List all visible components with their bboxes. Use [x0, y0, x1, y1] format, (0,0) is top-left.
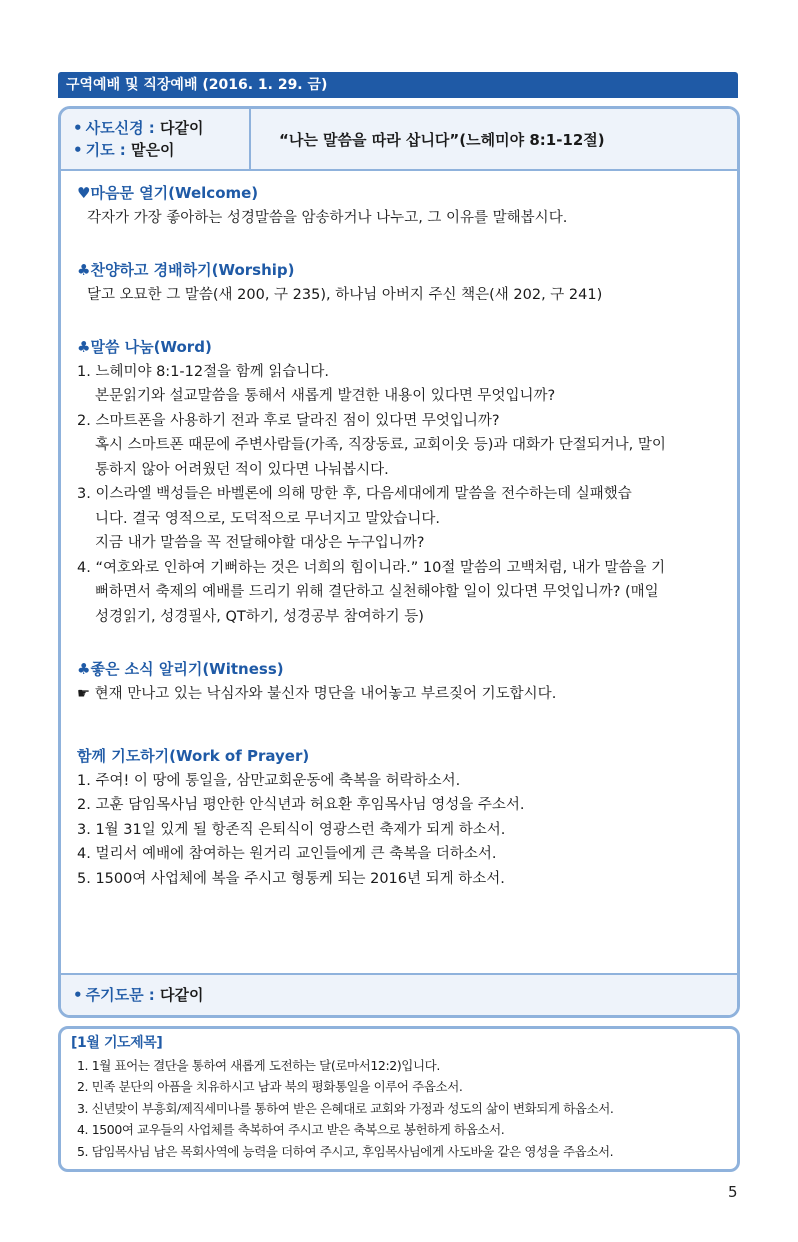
prayer-work-item: 5. 1500여 사업체에 복을 주시고 형통케 되는 2016년 되게 하소서. — [77, 870, 505, 887]
monthly-prayer-item: 4. 1500여 교우들의 사업체를 축복하여 주시고 받은 축복으로 봉헌하게 하옵소서. — [77, 1122, 505, 1137]
creed-value: 다같이 — [160, 119, 204, 137]
word-line: 지금 내가 말씀을 꼭 전달해야할 대상은 누구입니까? — [95, 535, 425, 551]
worship-heading — [77, 258, 737, 283]
monthly-prayer-item: 5. 담임목사님 남은 목회사역에 능력을 더하여 주시고, 후임목사님에게 사도바울 같은 영성을 주옵소서. — [77, 1143, 614, 1159]
page-title: 구역예배 및 직장예배 (2016. 1. 29. 금) — [58, 72, 738, 98]
word-line: 성경읽기, 성경필사, QT하기, 성경공부 참여하기 등) — [95, 608, 424, 625]
monthly-prayer-box — [58, 1026, 740, 1172]
heart-icon: ♥ — [77, 184, 91, 202]
bullet-icon: • — [73, 986, 83, 1004]
word-line: 본문읽기와 설교말씀을 통해서 새롭게 발견한 내용이 있다면 무엇입니까? — [95, 388, 556, 404]
worship-title: 찬양하고 경배하기(Worship) — [90, 261, 295, 279]
word-line: 4. “여호와로 인하여 기뻐하는 것은 너희의 힘이니라.” 10절 말씀의 고백처럼, 내가 말씀을 기 — [77, 559, 666, 576]
page-number: 5 — [728, 1183, 738, 1201]
roles-cell — [61, 109, 251, 169]
creed-label: 사도신경 : — [85, 119, 155, 137]
lords-prayer-label: 주기도문 : — [85, 986, 155, 1004]
lords-prayer-row — [61, 973, 737, 1015]
info-row — [61, 109, 737, 171]
prayer-work-item: 3. 1월 31일 있게 될 항존직 은퇴식이 영광스런 축제가 되게 하소서. — [77, 821, 506, 838]
welcome-heading — [77, 181, 737, 206]
prayer-work-item: 1. 주여! 이 땅에 통일을, 삼만교회운동에 축복을 허락하소서. — [77, 772, 461, 789]
scripture-reference: “나는 말씀을 따라 삽니다”(느헤미야 8:1-12절) — [279, 131, 605, 149]
prayer-line — [73, 139, 249, 161]
word-line: 1. 느헤미야 8:1-12절을 함께 읽습니다. — [77, 363, 329, 380]
prayer-work-item: 4. 멀리서 예배에 참여하는 원거리 교인들에게 큰 축복을 더하소서. — [77, 846, 497, 862]
word-line: 니다. 결국 영적으로, 도덕적으로 무너지고 말았습니다. — [95, 510, 441, 527]
prayer-work-heading: 함께 기도하기(Work of Prayer) — [77, 747, 310, 765]
witness-heading — [77, 657, 737, 682]
prayer-work-item: 2. 고훈 담임목사님 평안한 안식년과 허요환 후임목사님 영성을 주소서. — [77, 797, 525, 813]
word-line: 혹시 스마트폰 때문에 주변사람들(가족, 직장동료, 교회이웃 등)과 대화가 단절되거나, 말이 — [95, 437, 666, 453]
club-icon: ♣ — [77, 338, 91, 356]
worship-order-box — [58, 106, 740, 1018]
club-icon: ♣ — [77, 660, 91, 678]
worship-text: 달고 오묘한 그 말씀(새 200, 구 235), 하나님 아버지 주신 책은(새 202, 구 241) — [87, 286, 603, 303]
prayer-label: 기도 : — [85, 141, 126, 159]
witness-text: ☛ 현재 만나고 있는 낙심자와 불신자 명단을 내어놓고 부르짖어 기도합시다. — [77, 685, 557, 702]
bullet-icon: • — [73, 119, 83, 137]
lords-prayer-value: 다같이 — [160, 986, 204, 1004]
word-heading — [77, 335, 737, 360]
welcome-title: 마음문 열기(Welcome) — [90, 184, 259, 202]
monthly-prayer-item: 1. 1월 표어는 결단을 통하여 새롭게 도전하는 달(로마서12:2)입니다. — [77, 1057, 440, 1073]
word-line: 통하지 않아 어려웠던 적이 있다면 나눠봅시다. — [95, 461, 389, 478]
word-line: 2. 스마트폰을 사용하기 전과 후로 달라진 점이 있다면 무엇입니까? — [77, 412, 500, 429]
word-line: 3. 이스라엘 백성들은 바벨론에 의해 망한 후, 다음세대에게 말씀을 전수하는데 실패했습 — [77, 486, 632, 502]
welcome-text: 각자가 가장 좋아하는 성경말씀을 암송하거나 나누고, 그 이유를 말해봅시다. — [87, 209, 568, 226]
word-title: 말씀 나눔(Word) — [90, 338, 212, 356]
creed-line — [73, 117, 249, 139]
prayer-value: 맡은이 — [131, 141, 175, 159]
content-area — [61, 171, 737, 891]
bullet-icon: • — [73, 141, 83, 159]
witness-title: 좋은 소식 알리기(Witness) — [90, 660, 284, 678]
monthly-prayer-item: 3. 신년맞이 부흥회/제직세미나를 통하여 받은 은혜대로 교회와 가정과 성도의 삶이 변화되게 하옵소서. — [77, 1100, 614, 1116]
monthly-prayer-title: [1월 기도제목] — [71, 1035, 163, 1051]
word-line: 뻐하면서 축제의 예배를 드리기 위해 결단하고 실천해야할 일이 있다면 무엇입니까? (매일 — [95, 584, 659, 600]
club-icon: ♣ — [77, 261, 91, 279]
monthly-prayer-item: 2. 민족 분단의 아픔을 치유하시고 남과 북의 평화통일을 이루어 주옵소서. — [77, 1079, 463, 1094]
